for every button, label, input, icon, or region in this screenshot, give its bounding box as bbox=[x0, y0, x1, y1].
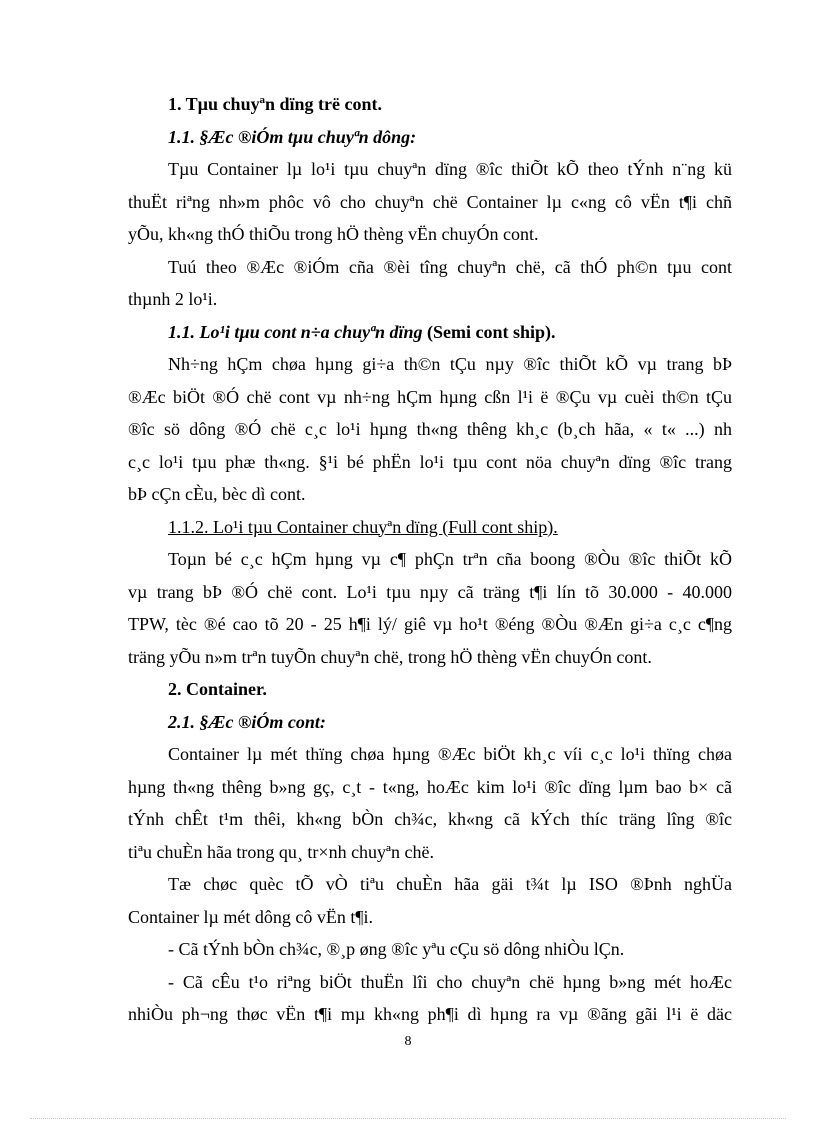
heading-italic-part: 1.1. Lo¹i tµu cont n÷a chuyªn dïng bbox=[168, 321, 423, 342]
paragraph-line: ®Æc biÖt ®Ó chë cont vµ nh÷ng hÇm hµng cßn l¹i ë ®Çu vµ cuèi th©n tÇu bbox=[128, 386, 732, 407]
section-heading-2: 2. Container. bbox=[168, 679, 267, 699]
paragraph-line: hµng th«ng thêng b»ng gç, c¸t - t«ng, hoÆc kim lo¹i ®îc dïng lµm bao b× cã bbox=[128, 776, 732, 797]
subsection-heading-2-1: 2.1. §Æc ®iÓm cont: bbox=[168, 711, 326, 732]
paragraph-line: thµnh 2 lo¹i. bbox=[128, 289, 218, 309]
paragraph-line: TPW, tèc ®é cao tõ 20 - 25 h¶i lý/ giê vµ ho¹t ®éng ®Òu ®Æn gi÷a c¸c c¶ng bbox=[128, 614, 732, 634]
bullet-item-continuation: nhiÒu ph¬ng thøc vËn t¶i mµ kh«ng ph¶i dì hµng ra vµ ®ãng gãi l¹i ë däc bbox=[128, 1004, 732, 1024]
paragraph-line: Tµu Container lµ lo¹i tµu chuyªn dïng ®îc thiÕt kÕ theo tÝnh n¨ng kü bbox=[168, 159, 732, 179]
section-heading-1: 1. Tµu chuyªn dïng trë cont. bbox=[168, 94, 382, 114]
heading-bold-part: (Semi cont ship). bbox=[422, 321, 556, 342]
paragraph-line: tÝnh chÊt t¹m thêi, kh«ng bÒn ch¾c, kh«ng cã kÝch thíc träng lîng ®îc bbox=[128, 809, 732, 829]
paragraph-line: thuËt riªng nh»m phôc vô cho chuyªn chë Container lµ c«ng cô vËn t¶i chñ bbox=[128, 191, 732, 212]
paragraph-line: Tæ chøc quèc tÕ vÒ tiªu chuÈn hãa gäi t¾t lµ ISO ®Þnh nghÜa bbox=[168, 874, 732, 894]
paragraph-line: Nh÷ng hÇm chøa hµng gi÷a th©n tÇu nµy ®îc thiÕt kÕ vµ trang bÞ bbox=[168, 354, 732, 374]
paragraph-line: c¸c lo¹i tµu phæ th«ng. §¹i bé phËn lo¹i tµu cont nöa chuyªn dïng ®îc trang bbox=[128, 451, 732, 472]
paragraph-line: Tuú theo ®Æc ®iÓm cña ®èi tîng chuyªn chë, cã thÓ ph©n tµu cont bbox=[168, 256, 732, 277]
paragraph-line: Container lµ mét dông cô vËn t¶i. bbox=[128, 906, 373, 927]
paragraph-line: ®îc sö dông ®Ó chë c¸c lo¹i hµng th«ng thêng kh¸c (b¸ch hãa, « t« ...) nh bbox=[128, 419, 732, 439]
subsection-heading-1-1: 1.1. §Æc ®iÓm tµu chuyªn dông: bbox=[168, 126, 417, 147]
paragraph-line: träng yÕu n»m trªn tuyÕn chuyªn chë, trong hÖ thèng vËn chuyÓn cont. bbox=[128, 646, 652, 667]
paragraph-line: bÞ cÇn cÈu, bèc dì cont. bbox=[128, 484, 306, 504]
paragraph-line: Toµn bé c¸c hÇm hµng vµ c¶ phÇn trªn cña boong ®Òu ®îc thiÕt kÕ bbox=[168, 549, 732, 569]
paragraph-line: yÕu, kh«ng thÓ thiÕu trong hÖ thèng vËn chuyÓn cont. bbox=[128, 224, 539, 244]
paragraph-line: Container lµ mét thïng chøa hµng ®Æc biÖt kh¸c víi c¸c lo¹i thïng chøa bbox=[168, 744, 732, 764]
bullet-item: - Cã tÝnh bÒn ch¾c, ®¸p øng ®îc yªu cÇu sö dông nhiÒu lÇn. bbox=[168, 939, 625, 959]
page-bottom-divider bbox=[30, 1118, 786, 1119]
paragraph-line: vµ trang bÞ ®Ó chë cont. Lo¹i tµu nµy cã träng t¶i lín tõ 30.000 - 40.000 bbox=[128, 581, 732, 602]
subsection-heading-1-1-2: 1.1.2. Lo¹i tµu Container chuyªn dïng (Full cont ship). bbox=[168, 516, 558, 537]
page-body bbox=[128, 88, 732, 1031]
paragraph-line: tiªu chuÈn hãa trong qu¸ tr×nh chuyªn chë. bbox=[128, 841, 434, 862]
bullet-item: - Cã cÊu t¹o riªng biÖt thuËn lîi cho chuyªn chë hµng b»ng mét hoÆc bbox=[168, 971, 732, 992]
subsection-heading-semi-cont bbox=[128, 316, 732, 349]
page-number: 8 bbox=[404, 1034, 412, 1049]
